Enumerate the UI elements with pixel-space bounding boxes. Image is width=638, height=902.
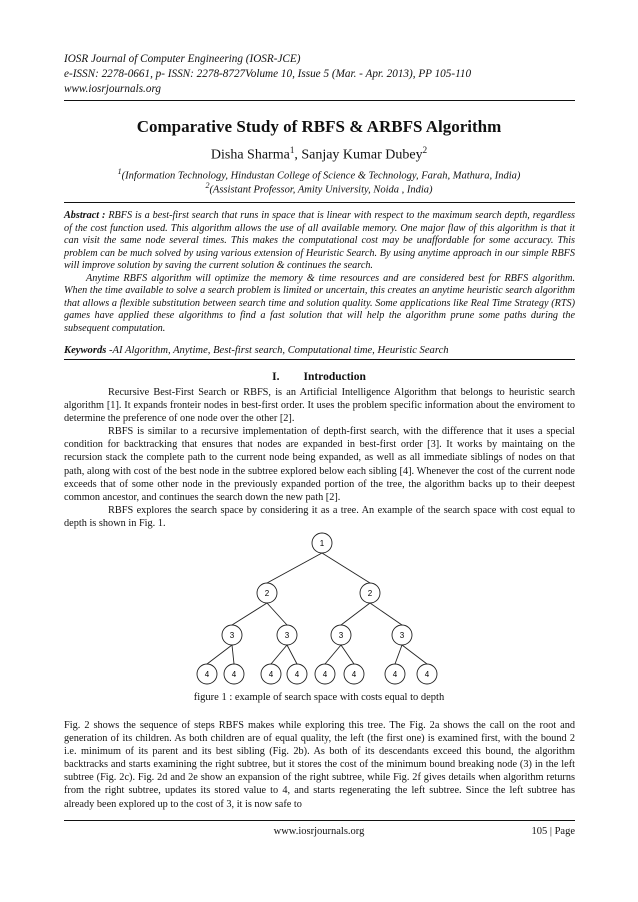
affiliation-1-sup: 1 [117, 167, 122, 176]
footer-site: www.iosrjournals.org [273, 826, 365, 837]
tree-node-level4 [417, 664, 437, 684]
after-figure-body [64, 719, 575, 811]
tree-node-level3 [331, 625, 351, 645]
tree-node-label: 4 [392, 670, 398, 679]
tree-edge [395, 645, 402, 664]
keywords-rule [64, 359, 575, 360]
tree-edge [370, 603, 402, 625]
tree-edge [267, 553, 322, 583]
footer-rule [64, 820, 575, 821]
tree-node-label: 3 [284, 631, 290, 640]
tree-node-label: 3 [399, 631, 405, 640]
abstract-block [64, 210, 575, 335]
header-rule [64, 100, 575, 101]
affiliation-2-text: (Assistant Professor, Amity University, Noida , India) [209, 184, 433, 196]
section-heading [0, 371, 638, 383]
affiliation-1 [0, 167, 638, 182]
figure-1-tree [64, 526, 575, 692]
section-number: I. [272, 371, 280, 383]
tree-edge [267, 603, 287, 625]
author-separator: , [294, 147, 302, 163]
tree-node-label: 4 [294, 670, 300, 679]
tree-node-level2 [257, 583, 277, 603]
intro-paragraph-1: Recursive Best-First Search or RBFS, is an Artificial Intelligence Algorithm that belongs to heuristic search algorithm [1]. It expands fronteir nodes in best-first order. It uses the problem specific information about the enviroment to determine the preference of one node over the other [2]. [64, 387, 575, 425]
author-1: Disha Sharma [210, 147, 290, 163]
after-figure-paragraph-1: Fig. 2 shows the sequence of steps RBFS makes while exploring this tree. The Fig. 2a shows the call on the root and generation of its children. As both children are of equal quality, the left (the first one) is examined first, with the bound 2 i.e. minimum of its parent and its best sibling (Fig. 2b). As both of its descendants exceed this bound, the algorithm backtracks and starts examining the right subtree, but it stores the cost of the minimum bound breaking node (3) in the left subtree (Fig. 2c). Fig. 2d and 2e show an expansion of the right subtree, while Fig. 2f gives details when algorithm returns from the right subtree, updates its stored value to 4, and starts regenerating the left subtree. Since the left subtree has already been explored up to the cost of 3, it is now safe to [64, 720, 575, 810]
tree-node-level4 [315, 664, 335, 684]
affiliation-2 [0, 181, 638, 196]
figure-1-caption: figure 1 : example of search space with costs equal to depth [193, 692, 445, 703]
tree-edge [402, 645, 427, 664]
tree-node-level4 [197, 664, 217, 684]
tree-edge [232, 603, 267, 625]
tree-node-level4 [287, 664, 307, 684]
affiliation-2-sup: 2 [205, 181, 210, 190]
tree-node-level4 [344, 664, 364, 684]
tree-node-level3 [392, 625, 412, 645]
affiliation-1-text: (Information Technology, Hindustan College of Science & Technology, Farah, Mathura, India) [121, 170, 521, 182]
tree-edge [341, 645, 354, 664]
abstract-top-rule [64, 202, 575, 203]
tree-node-level4 [385, 664, 405, 684]
tree-node-label: 3 [338, 631, 344, 640]
tree-edge [322, 553, 370, 583]
author-2-sup: 2 [422, 145, 428, 155]
intro-paragraph-3: RBFS explores the search space by considering it as a tree. An example of the search space with cost equal to depth is shown in Fig. 1. [64, 504, 575, 529]
tree-node-label: 2 [367, 589, 373, 598]
author-1-sup: 1 [289, 145, 295, 155]
tree-node-label: 4 [424, 670, 430, 679]
tree-node-label: 1 [319, 539, 325, 548]
intro-paragraph-2: RBFS is similar to a recursive implementation of depth-first search, with the difference that it uses a special condition for backtracking that ensures that nodes are expanded in best-first order [3]. It works by maintaing on the recursion stack the complete path to the current node being expanded, as well as all immediate siblings of nodes on that path, along with cost of the best node in the subtree explored below each sibling [4]. Whenever the cost of the current node exceeds that of some other node in the previously expanded portion of the tree, the algorithm backs up to their deepest common ancestor, and continues the search down the new path [2]. [64, 426, 575, 503]
tree-node-label: 4 [268, 670, 274, 679]
tree-node-level4 [261, 664, 281, 684]
tree-node-level3 [222, 625, 242, 645]
tree-node-level2 [360, 583, 380, 603]
section-title: Introduction [303, 371, 366, 383]
abstract-paragraph-1 [64, 210, 575, 273]
tree-node-level4 [224, 664, 244, 684]
tree-edge [341, 603, 370, 625]
tree-edge [271, 645, 287, 664]
keywords-text: -AI Algorithm, Anytime, Best-first search, Computational time, Heuristic Search [106, 345, 449, 356]
author-2: Sanjay Kumar Dubey [301, 147, 423, 163]
tree-node-label: 4 [351, 670, 357, 679]
tree-edge [232, 645, 234, 664]
abstract-text-1: RBFS is a best-first search that runs in space that is linear with respect to the maximum search depth, regardless of the cost function used. This algorithm allows the use of all available memory. One major flaw of this algorithm is that it can visit the same node several times. This makes the computational cost may be unaffordable for some accuracy. This problem can be much solved by using various extension of Heuristic Search. By using anytime approach in our simple RBFS will improve solution by saving the current solution & continues the search. [64, 210, 575, 272]
tree-node-root [312, 533, 332, 553]
intro-body [64, 386, 575, 530]
tree-node-label: 4 [322, 670, 328, 679]
tree-edge [207, 645, 232, 664]
journal-website: www.iosrjournals.org [64, 83, 161, 95]
tree-edge [287, 645, 297, 664]
keywords-label: Keywords [64, 345, 107, 356]
keywords-line [64, 345, 575, 356]
tree-node-label: 3 [229, 631, 235, 640]
tree-node-label: 4 [231, 670, 237, 679]
footer-page: 105 | Page [531, 826, 575, 837]
tree-edge [325, 645, 341, 664]
tree-node-label: 4 [204, 670, 210, 679]
journal-name: IOSR Journal of Computer Engineering (IOSR-JCE) [64, 53, 301, 65]
abstract-label: Abstract : [64, 210, 106, 221]
tree-node-level3 [277, 625, 297, 645]
author-line [0, 145, 638, 164]
tree-node-label: 2 [264, 589, 270, 598]
paper-title: Comparative Study of RBFS & ARBFS Algorithm [136, 117, 502, 136]
abstract-paragraph-2: Anytime RBFS algorithm will optimize the memory & time resources and are considered best for RBFS algorithm. When the time available to solve a search problem is limited or uncertain, this creates an anytime heuristic search algorithm that allows a flexible substitution between search time and solution quality. Some applications like Real Time Strategy (RTS) games have applied these algorithms to find a fast solution that will help the algorithm prune some paths during the subsequent computation. [64, 272, 575, 334]
journal-issn-line: e-ISSN: 2278-0661, p- ISSN: 2278-8727Volume 10, Issue 5 (Mar. - Apr. 2013), PP 105-110 [64, 68, 472, 80]
